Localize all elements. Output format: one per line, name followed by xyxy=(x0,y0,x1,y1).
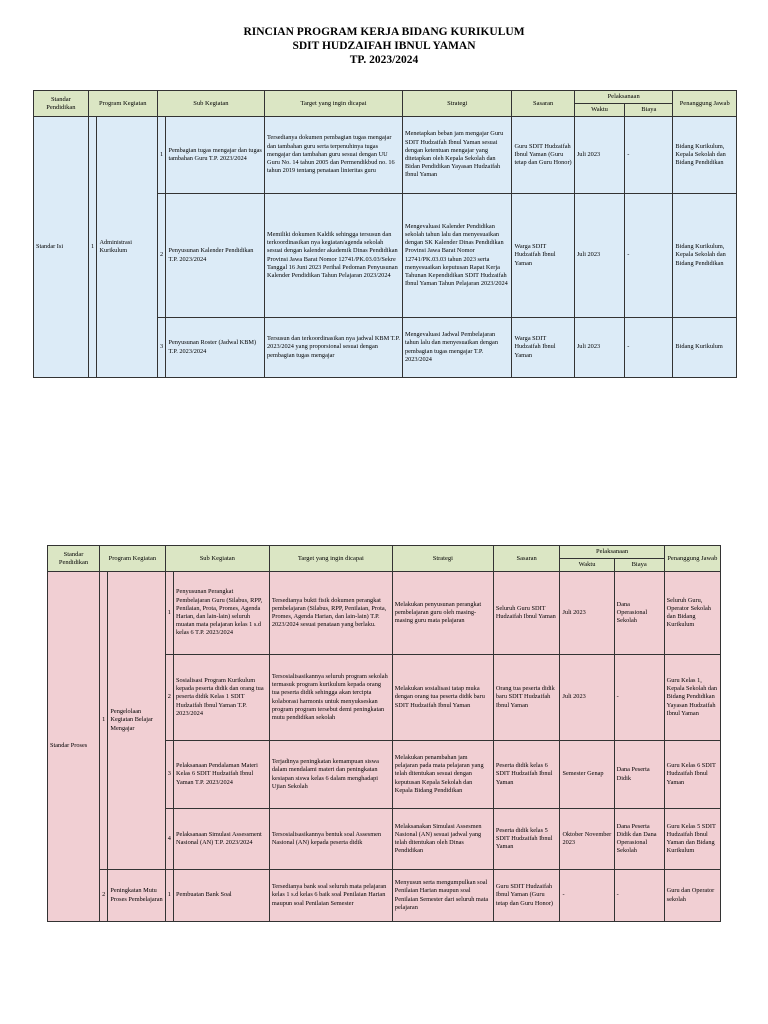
header-pelaksanaan: Pelaksanaan xyxy=(574,91,673,104)
header-target: Target yang ingin dicapai xyxy=(265,91,403,117)
table-row xyxy=(48,572,721,655)
sasaran-cell: Guru SDIT Hudzaifah Ibnul Yaman (Guru tetap dan Guru Honor) xyxy=(512,117,574,194)
sasaran-cell: Orang tua peserta didik baru SDIT Hudzaifah Ibnul Yaman xyxy=(493,655,560,741)
header-strategi: Strategi xyxy=(392,546,493,572)
strategi-cell: Mengevaluasi Jadwal Pembelajaran tahun lalu dan menyesuaikan dengan pembagian tugas mengajar T.P. 2023/2024 xyxy=(402,318,511,378)
header-pelaksanaan: Pelaksanaan xyxy=(560,546,664,559)
strategi-cell: Mengevaluasi Kalender Pendidikan sekolah tahun lalu dan menyesuaikan dengan SK Kalender Dinas Pendidikan Provinsi Jawa Barat Nomor 12741/PK.03.03 tahun 2023 serta menyesuaikan keputusan Rapat Kerja Tahunan Kependidikan SDIT Hudzaifah Ibnul Yaman Tahun Pelajaran 2023/2024 xyxy=(402,194,511,318)
penanggung-jawab-cell: Guru Kelas 5 SDIT Hudzaifah Ibnul Yaman dan Bidang Kurikulum xyxy=(664,809,720,870)
strategi-cell: Melakukan sosialisasi tatap muka dengan orang tua peserta didik baru SDIT Hudzaifah Ibnul Yaman xyxy=(392,655,493,741)
biaya-cell: Dana Operasional Sekolah xyxy=(614,572,664,655)
header-waktu: Waktu xyxy=(560,559,614,572)
penanggung-jawab-cell: Guru Kelas 6 SDIT Hudzaifah Ibnul Yaman xyxy=(664,741,720,809)
waktu-cell: Oktober November 2023 xyxy=(560,809,614,870)
strategi-cell: Melaksanakan Simulasi Assesmen Nasional (AN) sesuai jadwal yang telah ditentukan oleh Dinas Pendidikan xyxy=(392,809,493,870)
sub-number: 1 xyxy=(165,572,173,655)
header-penanggung-jawab: Penanggung Jawab xyxy=(673,91,737,117)
standar-cell: Standar Isi xyxy=(34,117,89,378)
sub-number: 1 xyxy=(157,117,166,194)
header-sasaran: Sasaran xyxy=(493,546,560,572)
waktu-cell: Juli 2023 xyxy=(560,572,614,655)
sub-kegiatan-cell: Penyusunan Perangkat Pembelajaran Guru (Silabus, RPP, Penilaian, Prota, Promes, Agenda Harian, dan lain-lain) seluruh muatan mata pelajaran kelas 1 s.d kelas 6 T.P. 2023/2024 xyxy=(174,572,270,655)
sasaran-cell: Warga SDIT Hudzaifah Ibnul Yaman xyxy=(512,318,574,378)
standar-cell: Standar Proses xyxy=(48,572,100,922)
sasaran-cell: Peserta didik kelas 5 SDIT Hudzaifah Ibnul Yaman xyxy=(493,809,560,870)
penanggung-jawab-cell: Guru dan Operator sekolah xyxy=(664,870,720,922)
target-cell: Memiliki dokumen Kaldik sehingga tersusun dan terkoordinasikan nya kegiatan/agenda sekolah sesuai dengan kalender akademik Dinas Pendidikan Provinsi Jawa Barat Nomor 12741/PK.03.03/Sekre Tanggal 16 Juni 2023 Perihal Pedoman Penyusunan Kalender Pendidikan Tahun Pelajaran 2023/2024 xyxy=(265,194,403,318)
biaya-cell: - xyxy=(614,655,664,741)
header-strategi: Strategi xyxy=(402,91,511,117)
sub-kegiatan-cell: Pembagian tugas mengajar dan tugas tambahan Guru T.P. 2023/2024 xyxy=(166,117,265,194)
biaya-cell: Dana Peserta Didik xyxy=(614,741,664,809)
biaya-cell: - xyxy=(625,194,673,318)
header-program: Program Kegiatan xyxy=(100,546,166,572)
waktu-cell: Juli 2023 xyxy=(574,318,624,378)
header-sub-kegiatan: Sub Kegiatan xyxy=(157,91,264,117)
penanggung-jawab-cell: Seluruh Guru, Operator Sekolah dan Bidang Kurikulum xyxy=(664,572,720,655)
biaya-cell: Dana Peserta Didik dan Dana Operasional Sekolah xyxy=(614,809,664,870)
header-standar: Standar Pendidikan xyxy=(48,546,100,572)
sasaran-cell: Peserta didik kelas 6 SDIT Hudzaifah Ibnul Yaman xyxy=(493,741,560,809)
target-cell: Tersusun dan terkoordinasikan nya jadwal KBM T.P. 2023/2024 yang proporsional sesuai dengan pembagian tugas mengajar xyxy=(265,318,403,378)
program-cell: Pengelolaan Kegiatan Belajar Mengajar xyxy=(108,572,165,870)
waktu-cell: Juli 2023 xyxy=(560,655,614,741)
target-cell: Terjadinya peningkatan kemampuan siswa dalam mendalami materi dan peningkatan kesiapan siswa kelas 6 dalam menghadapi Ujian Sekolah xyxy=(269,741,392,809)
sub-number: 2 xyxy=(157,194,166,318)
biaya-cell: - xyxy=(625,117,673,194)
doc-title-line2: SDIT HUDZAIFAH IBNUL YAMAN xyxy=(292,40,476,52)
sasaran-cell: Seluruh Guru SDIT Hudzaifah Ibnul Yaman xyxy=(493,572,560,655)
sasaran-cell: Guru SDIT Hudzaifah Ibnul Yaman (Guru tetap dan Guru Honor) xyxy=(493,870,560,922)
doc-title-line3: TP. 2023/2024 xyxy=(349,54,419,66)
header-sasaran: Sasaran xyxy=(512,91,574,117)
sub-kegiatan-cell: Pembuatan Bank Soal xyxy=(174,870,270,922)
program-number: 1 xyxy=(88,117,97,378)
target-cell: Tersosialisasikannya seluruh program sekolah termasuk program kurikulum kepada orang tua peserta didik sehingga akan tercipta kolaborasi harmonis untuk menyukseskan program program tersebut demi peningkatan mutu pendidikan sekolah xyxy=(269,655,392,741)
table-row xyxy=(34,117,737,194)
penanggung-jawab-cell: Bidang Kurikulum, Kepala Sekolah dan Bidang Pendidikan xyxy=(673,117,737,194)
sub-number: 3 xyxy=(165,741,173,809)
waktu-cell: Juli 2023 xyxy=(574,194,624,318)
header-biaya: Biaya xyxy=(625,104,673,117)
waktu-cell: Semester Genap xyxy=(560,741,614,809)
header-penanggung-jawab: Penanggung Jawab xyxy=(664,546,720,572)
doc-title-line1: RINCIAN PROGRAM KERJA BIDANG KURIKULUM xyxy=(243,26,525,38)
header-sub-kegiatan: Sub Kegiatan xyxy=(165,546,269,572)
biaya-cell: - xyxy=(614,870,664,922)
program-cell: Peningkatan Mutu Proses Pembelajaran xyxy=(108,870,165,922)
penanggung-jawab-cell: Bidang Kurikulum, Kepala Sekolah dan Bidang Pendidikan xyxy=(673,194,737,318)
biaya-cell: - xyxy=(625,318,673,378)
table-row xyxy=(48,870,721,922)
header-program: Program Kegiatan xyxy=(88,91,157,117)
program-cell: Administrasi Kurikulum xyxy=(97,117,157,378)
sub-number: 1 xyxy=(165,870,173,922)
sub-kegiatan-cell: Penyusunan Roster (Jadwal KBM) T.P. 2023/2024 xyxy=(166,318,265,378)
sub-number: 2 xyxy=(165,655,173,741)
header-target: Target yang ingin dicapai xyxy=(269,546,392,572)
waktu-cell: - xyxy=(560,870,614,922)
penanggung-jawab-cell: Bidang Kurikulum xyxy=(673,318,737,378)
header-waktu: Waktu xyxy=(574,104,624,117)
waktu-cell: Juli 2023 xyxy=(574,117,624,194)
sub-kegiatan-cell: Pelaksanaan Simulasi Assessment Nasional (AN) T.P. 2023/2024 xyxy=(174,809,270,870)
strategi-cell: Melakukan penyusunan perangkat pembelajaran guru oleh masing-masing guru mata pelajaran xyxy=(392,572,493,655)
target-cell: Tersedianya bank soal seluruh mata pelajaran kelas 1 s.d kelas 6 baik soal Penilaian Harian maupun soal Penilaian Semester xyxy=(269,870,392,922)
strategi-cell: Melakukan penambahan jam pelajaran pada mata pelajaran yang telah ditentukan sesuai dengan keputusan Kepala Sekolah dan Kepala Bidang Pendidikan xyxy=(392,741,493,809)
program-number: 1 xyxy=(100,572,108,870)
sub-kegiatan-cell: Penyusunan Kalender Pendidikan T.P. 2023/2024 xyxy=(166,194,265,318)
sasaran-cell: Warga SDIT Hudzaifah Ibnul Yaman xyxy=(512,194,574,318)
program-number: 2 xyxy=(100,870,108,922)
program-table-1 xyxy=(33,90,737,378)
header-standar: Standar Pendidikan xyxy=(34,91,89,117)
sub-kegiatan-cell: Pelaksanaan Pendalaman Materi Kelas 6 SDIT Hudzaifah Ibnul Yaman T.P. 2023/2024 xyxy=(174,741,270,809)
target-cell: Tersedianya bukti fisik dokumen perangkat pembelajaran (Silabus, RPP, Penilaian, Prota, Promes, Agenda Harian, dan lain-lain) T.P. 2023/2024 sesuai penataan yang berlaku. xyxy=(269,572,392,655)
target-cell: Tersosialisasikannya bentuk soal Assesmen Nasional (AN) kepada peserta didik xyxy=(269,809,392,870)
target-cell: Tersedianya dokumen pembagian tugas mengajar dan tambahan guru serta terpenuhinya tugas mengajar dan tambahan guru sesuai dengan UU Guru No. 14 tahun 2005 dan Permendikbud no. 16 tahun 2019 tentang penataan linieritas guru xyxy=(265,117,403,194)
penanggung-jawab-cell: Guru Kelas 1, Kepala Sekolah dan Bidang Pendidikan Yayasan Hudzaifah Ibnul Yaman xyxy=(664,655,720,741)
sub-number: 4 xyxy=(165,809,173,870)
sub-kegiatan-cell: Sosialisasi Program Kurikulum kepada peserta didik dan orang tua peserta didik Kelas 1 SDIT Hudzaifah Ibnul Yaman T.P. 2023/2024 xyxy=(174,655,270,741)
header-biaya: Biaya xyxy=(614,559,664,572)
program-table-2 xyxy=(47,545,721,922)
sub-number: 3 xyxy=(157,318,166,378)
strategi-cell: Menyusun serta mengumpulkan soal Penilaian Harian maupun soal Penilaian Semester dari seluruh mata pelajaran xyxy=(392,870,493,922)
strategi-cell: Menetapkan beban jam mengajar Guru SDIT Hudzaifah Ibnul Yaman sesuai dengan ketentuan mengajar yang ditetapkan oleh Kepala Sekolah dan Bidan Pendidikan Yayasan Hudzaifah Ibnul Yaman xyxy=(402,117,511,194)
